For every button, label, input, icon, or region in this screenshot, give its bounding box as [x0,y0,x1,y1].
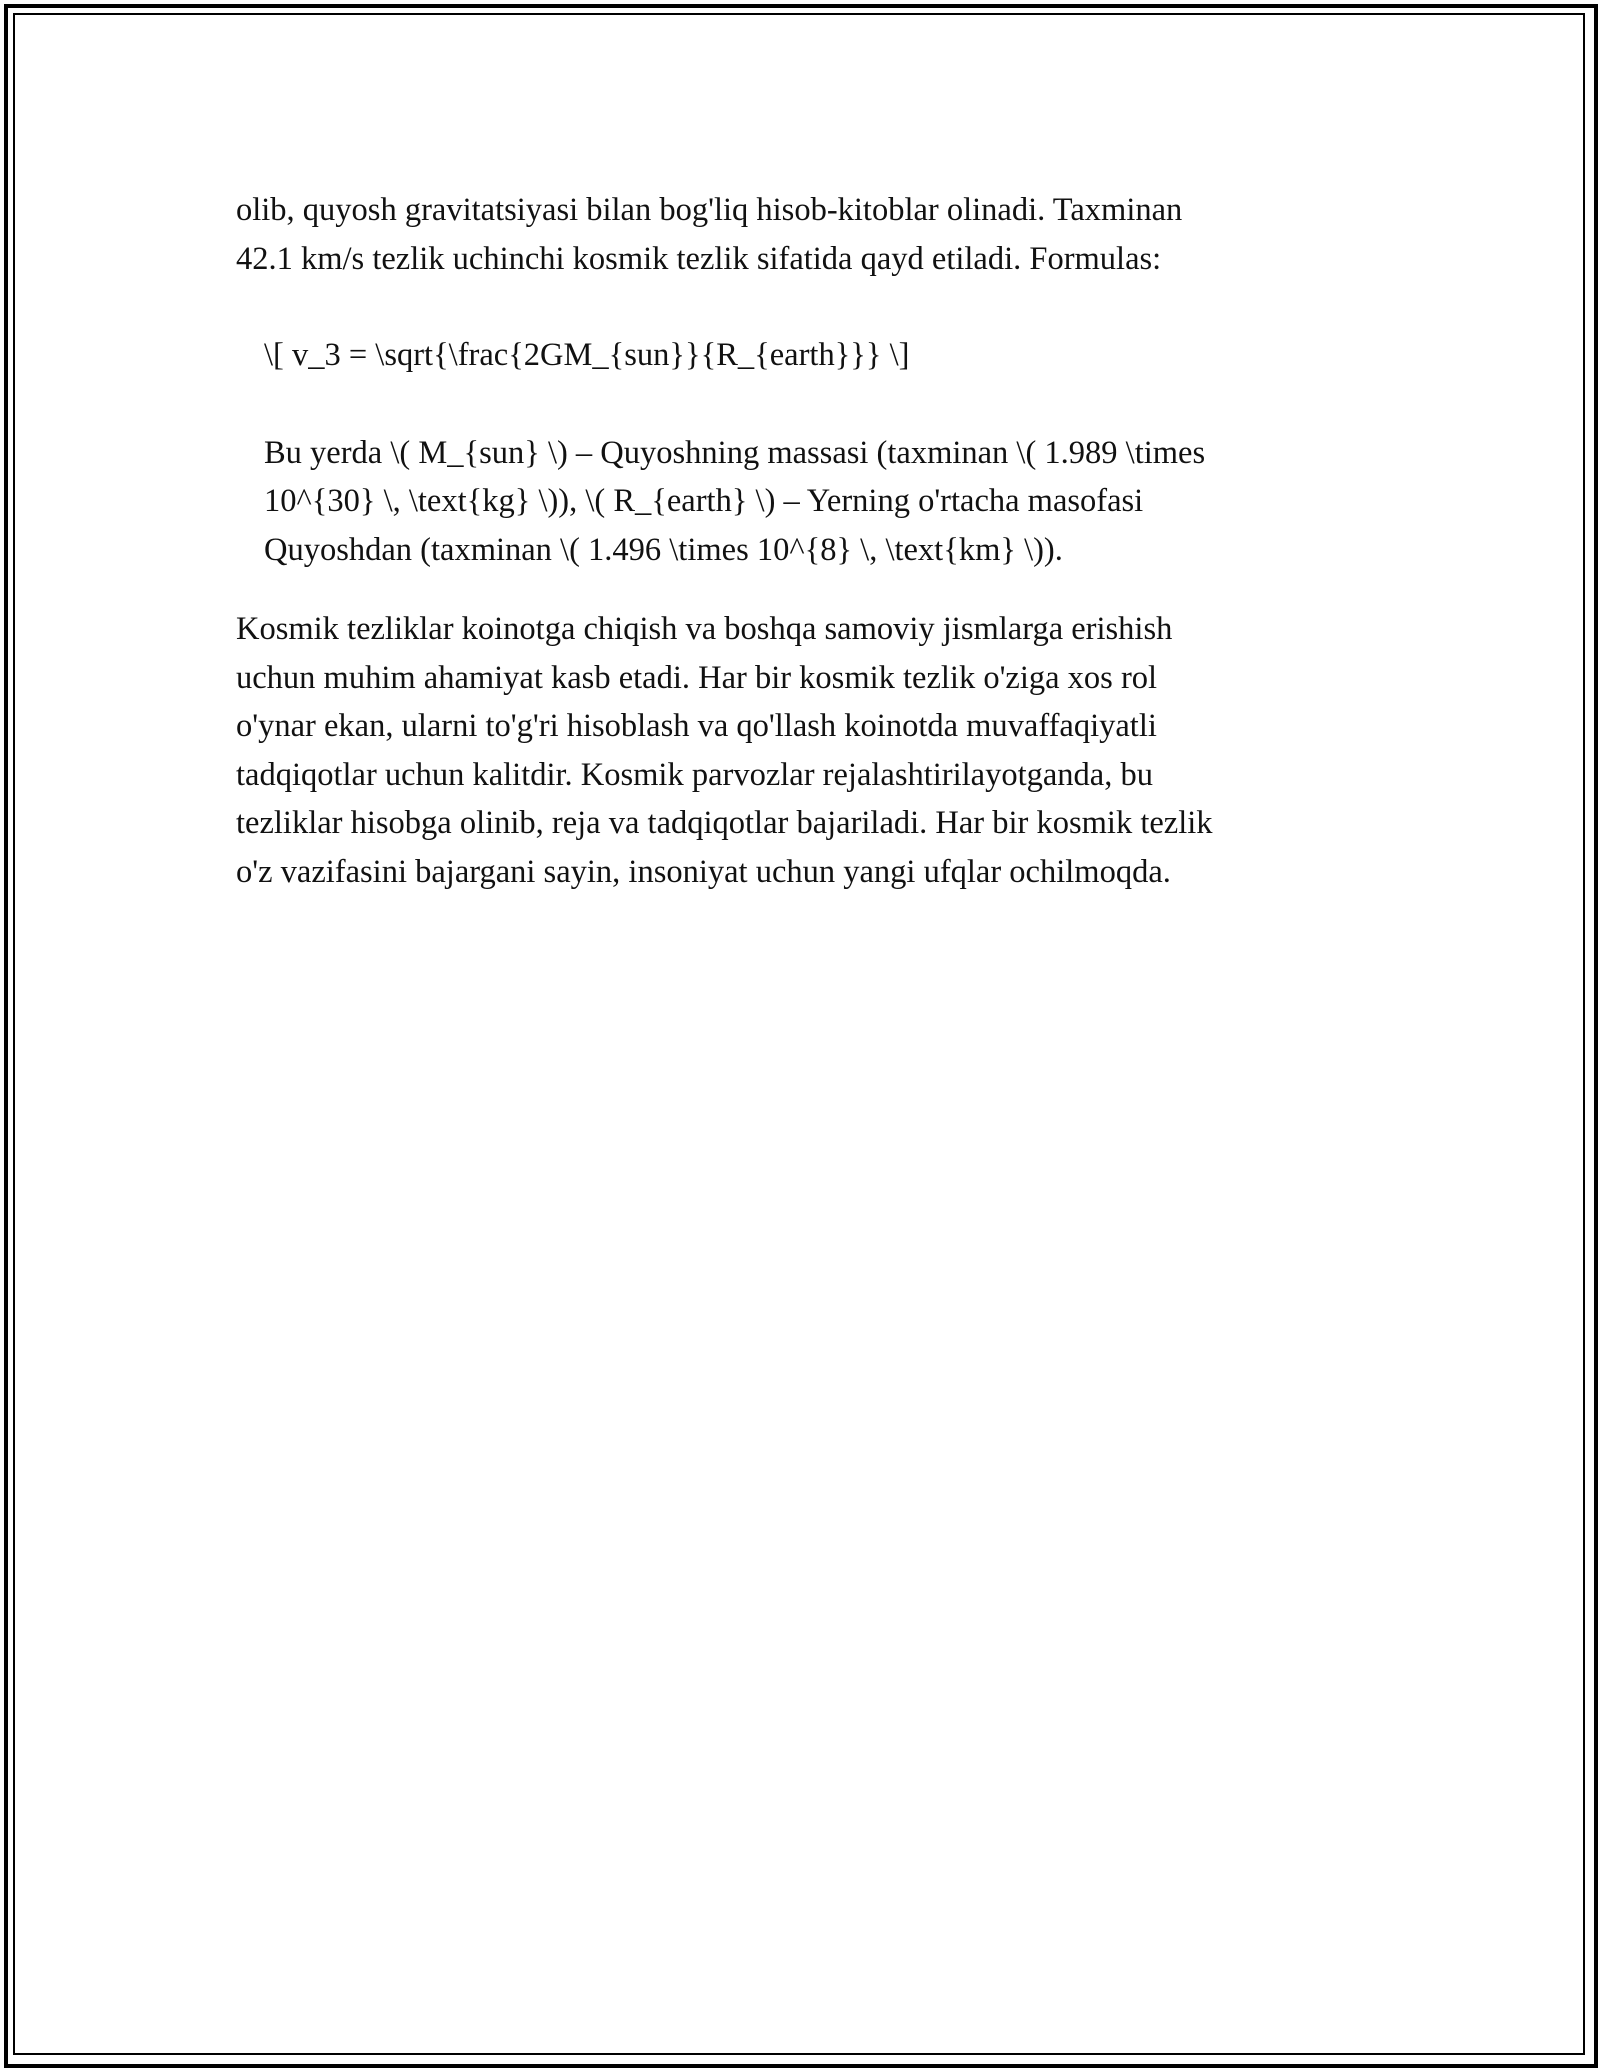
formula-third-cosmic-velocity: \[ v_3 = \sqrt{\frac{2GM_{sun}}{R_{earth}}} \] [264,337,910,373]
document-body [236,186,1356,896]
paragraph-formula-variables: Bu yerda \( M_{sun} \) – Quyoshning massasi (taxminan \( 1.989 \times 10^{30} \, \text{kg} \)), \( R_{earth} \) – Yerning o'rtacha masofasi Quyoshdan (taxminan \( 1.496 \times 10^{8} \, \text{km} \)). [264,434,1206,568]
paragraph-conclusion: Kosmik tezliklar koinotga chiqish va boshqa samoviy jismlarga erishish uchun muhim ahamiyat kasb etadi. Har bir kosmik tezlik o'ziga xos rol o'ynar ekan, ularni to'g'ri hisoblash va qo'llash koinotda muvaffaqiyatli tadqiqotlar uchun kalitdir. Kosmik parvozlar rejalashtirilayotganda, bu tezliklar hisobga olinib, reja va tadqiqotlar bajariladi. Har bir kosmik tezlik o'z vazifasini bajargani sayin, insoniyat uchun yangi ufqlar ochilmoqda. [236,611,1213,890]
paragraph-velocity-intro: olib, quyosh gravitatsiyasi bilan bog'liq hisob-kitoblar olinadi. Taxminan 42.1 km/s tezlik uchinchi kosmik tezlik sifatida qayd etiladi. Formulas: [236,192,1183,277]
